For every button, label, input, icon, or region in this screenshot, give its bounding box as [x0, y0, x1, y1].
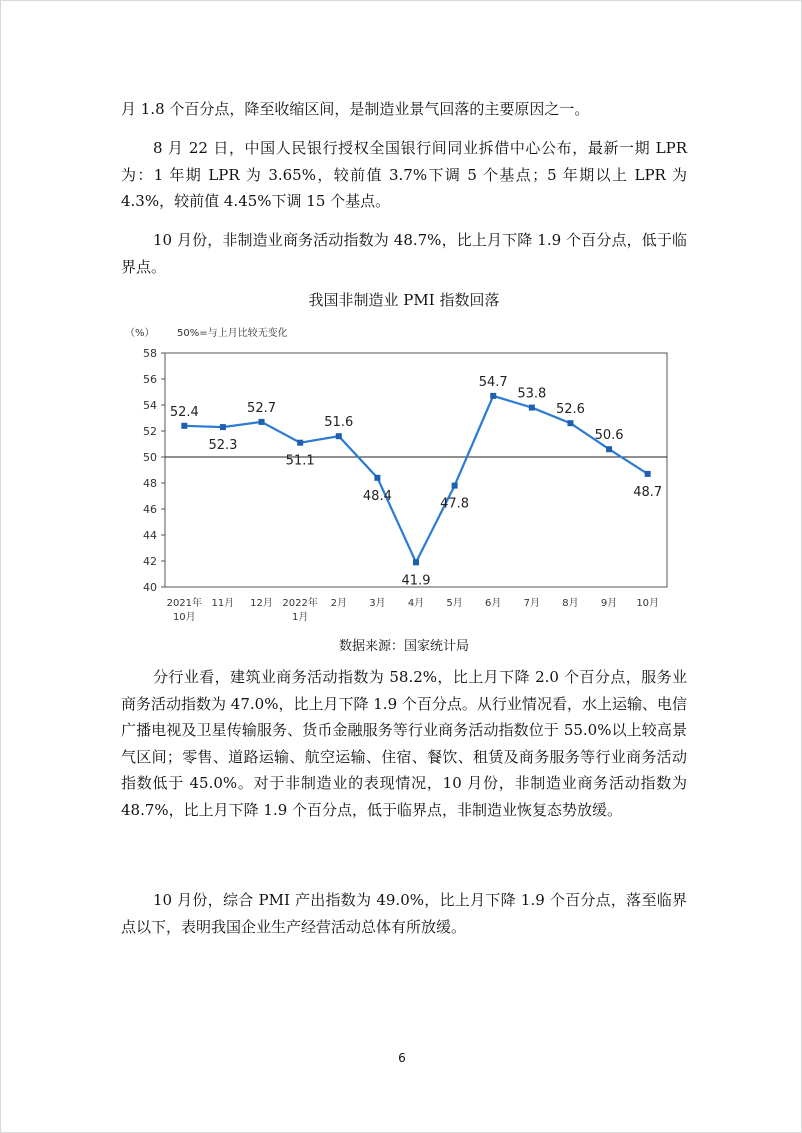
data-label: 48.7: [633, 484, 663, 500]
y-tick-label: 44: [143, 529, 157, 542]
data-label: 52.4: [169, 404, 199, 420]
data-label: 51.1: [285, 453, 315, 469]
x-tick-label: 6月: [485, 598, 502, 609]
y-unit-label: （%）: [125, 328, 155, 339]
x-tick-label: 11月: [211, 598, 235, 609]
plot-frame: [165, 353, 667, 587]
y-tick-label: 46: [143, 503, 157, 516]
data-point: [567, 420, 573, 426]
chart-note: 50%=与上月比较无变化: [177, 328, 288, 339]
data-point: [336, 433, 342, 439]
data-point: [374, 475, 380, 481]
series-line: [184, 396, 647, 562]
y-tick-label: 42: [143, 555, 157, 568]
data-label: 54.7: [478, 374, 508, 390]
x-tick-label: 10月: [636, 598, 660, 609]
paragraph-composite-pmi: 10 月份，综合 PMI 产出指数为 49.0%，比上月下降 1.9 个百分点，落至临界点以下，表明我国企业生产经营活动总体有所放缓。: [121, 891, 687, 936]
data-point: [259, 419, 265, 425]
data-point: [181, 423, 187, 429]
y-tick-label: 50: [143, 451, 157, 464]
data-label: 51.6: [324, 415, 354, 431]
x-tick-label: 12月: [250, 598, 273, 609]
x-tick-label: 10月: [172, 612, 196, 623]
data-point: [490, 393, 496, 399]
page-number: 6: [398, 1051, 406, 1065]
data-label: 53.8: [517, 386, 547, 402]
data-point: [645, 471, 651, 477]
data-point: [297, 440, 303, 446]
data-label: 41.9: [401, 573, 431, 589]
data-label: 52.7: [247, 400, 277, 416]
x-tick-label: 7月: [523, 598, 541, 609]
data-label: 50.6: [594, 428, 624, 444]
data-label: 52.6: [555, 402, 585, 418]
data-label: 47.8: [440, 496, 470, 512]
paragraph-continuation: 月 1.8 个百分点，降至收缩区间，是制造业景气回落的主要原因之一。: [121, 100, 590, 118]
x-tick-label: 2月: [330, 598, 347, 609]
x-tick-label: 5月: [446, 598, 463, 609]
x-tick-label: 2022年: [282, 598, 318, 609]
chart-source: 数据来源：国家统计局: [338, 639, 469, 654]
y-tick-label: 54: [143, 399, 157, 412]
chart-title: 我国非制造业 PMI 指数回落: [308, 291, 500, 309]
x-tick-label: 8月: [562, 598, 579, 609]
data-point: [529, 405, 535, 411]
data-point: [452, 483, 458, 489]
pmi-line-chart: [121, 319, 687, 633]
x-tick-label: 9月: [600, 598, 618, 609]
x-tick-label: 1月: [291, 612, 309, 623]
x-tick-label: 2021年: [166, 598, 203, 609]
paragraph-lpr: 8 月 22 日，中国人民银行授权全国银行间同业拆借中心公布，最新一期 LPR 为：1 年期 LPR 为 3.65%，较前值 3.7%下调 5 个基点；5 年期以上 LPR 为 4.3%，较前值 4.45%下调 15 个基点。: [121, 139, 687, 210]
pmi-chart: [121, 319, 687, 633]
data-point: [606, 446, 612, 452]
data-label: 48.4: [362, 488, 392, 504]
x-tick-label: 4月: [407, 598, 425, 609]
y-tick-label: 48: [143, 477, 157, 490]
data-point: [413, 559, 419, 565]
x-tick-label: 3月: [369, 598, 386, 609]
y-tick-label: 40: [143, 581, 157, 594]
data-point: [220, 424, 226, 430]
y-tick-label: 52: [143, 425, 157, 438]
y-tick-label: 56: [143, 373, 157, 386]
paragraph-industry: 分行业看，建筑业商务活动指数为 58.2%，比上月下降 2.0 个百分点，服务业商务活动指数为 47.0%，比上月下降 1.9 个百分点。从行业情况看，水上运输、电信广播电视及卫星传输服务、货币金融服务等行业商务活动指数位于 55.0%以上较高景气区间；零售、道路运输、航空运输、住宿、餐饮、租赁及商务服务等行业商务活动指数低于 45.0%。对于非制造业的表现情况，10 月份，非制造业商务活动指数为 48.7%，比上月下降 1.9 个百分点，低于临界点，非制造业恢复态势放缓。: [121, 668, 687, 819]
data-label: 52.3: [208, 438, 238, 454]
paragraph-nonmanufacturing-pmi: 10 月份，非制造业商务活动指数为 48.7%，比上月下降 1.9 个百分点，低于临界点。: [121, 231, 687, 276]
y-tick-label: 58: [143, 347, 157, 360]
